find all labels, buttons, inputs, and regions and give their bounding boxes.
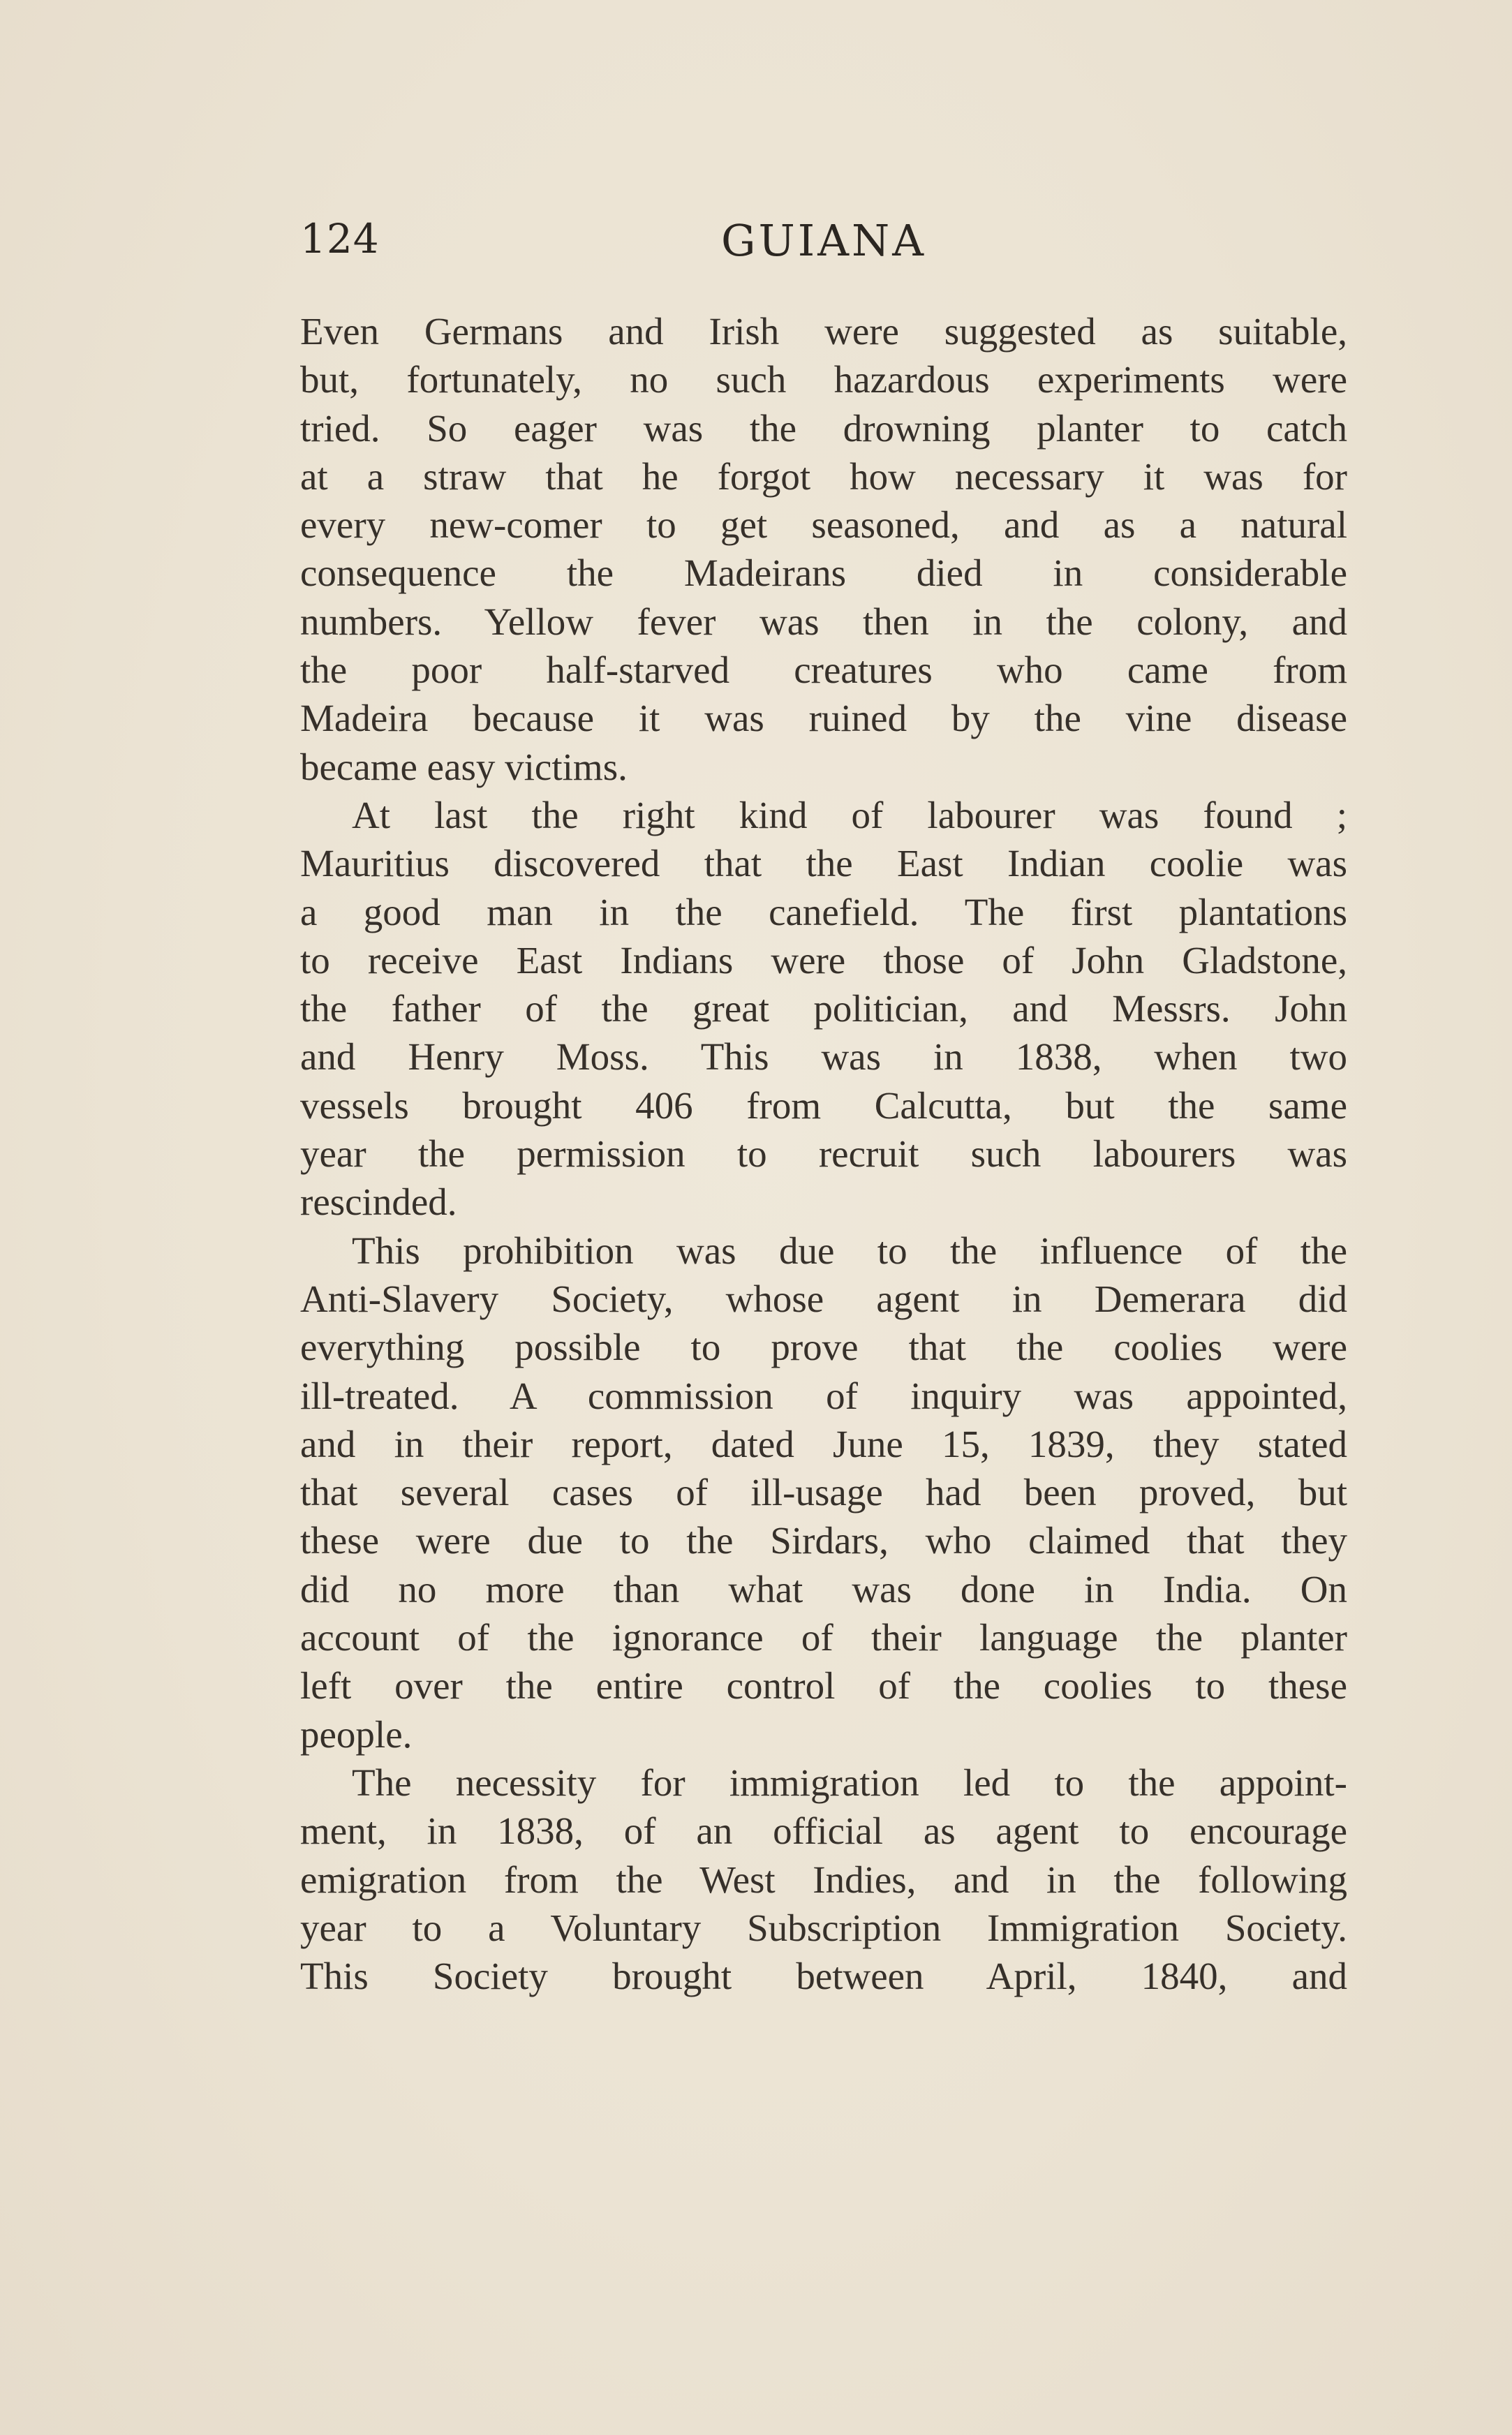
text-line: everything possible to prove that the coolies were [300, 1326, 1347, 1369]
text-line: rescinded. [300, 1181, 457, 1224]
text-line: and in their report, dated June 15, 1839, they stated [300, 1422, 1347, 1465]
text-line: year to a Voluntary Subscription Immigration Society. [300, 1906, 1347, 1949]
text-line: Mauritius discovered that the East Indian coolie was [300, 842, 1347, 885]
text-line: Anti-Slavery Society, whose agent in Demerara did [300, 1277, 1347, 1320]
text-line: year the permission to recruit such labourers was [300, 1132, 1347, 1176]
text-line: but, fortunately, no such hazardous experiments were [300, 358, 1347, 401]
text-line: people. [300, 1712, 413, 1756]
paragraph [300, 791, 1347, 1227]
running-head: GUIANA [720, 215, 927, 266]
text-line: a good man in the canefield. The first plantations [300, 890, 1347, 933]
text-line: numbers. Yellow fever was then in the colony, and [300, 600, 1347, 643]
text-line: to receive East Indians were those of John Gladstone, [300, 938, 1347, 982]
text-line: This Society brought between April, 1840, and [300, 1955, 1347, 1998]
text-line: ment, in 1838, of an official as agent to encourage [300, 1809, 1347, 1853]
page-number: 124 [300, 215, 380, 262]
text-line: This prohibition was due to the influence of the [352, 1229, 1347, 1272]
text-line: consequence the Madeirans died in considerable [300, 552, 1347, 595]
text-line: account of the ignorance of their language the planter [300, 1616, 1347, 1659]
paragraph [300, 1759, 1347, 2000]
text-line: ill-treated. A commission of inquiry was appointed, [300, 1374, 1347, 1417]
text-line: every new-comer to get seasoned, and as a natural [300, 503, 1347, 547]
page-header [300, 215, 1347, 271]
text-line: became easy victims. [300, 745, 628, 788]
text-line: at a straw that he forgot how necessary it was for [300, 454, 1347, 498]
paragraph [300, 1227, 1347, 1759]
text-line: these were due to the Sirdars, who claimed that they [300, 1519, 1347, 1562]
text-line: left over the entire control of the coolies to these [300, 1664, 1347, 1708]
text-line: emigration from the West Indies, and in the following [300, 1858, 1347, 1901]
text-line: the poor half-starved creatures who came from [300, 649, 1347, 692]
text-line: that several cases of ill-usage had been proved, but [300, 1471, 1347, 1514]
body-text [300, 307, 1347, 2000]
text-line: vessels brought 406 from Calcutta, but the same [300, 1083, 1347, 1127]
text-line: The necessity for immigration led to the appoint- [352, 1761, 1347, 1804]
text-line: the father of the great politician, and Messrs. John [300, 987, 1347, 1030]
text-line: Madeira because it was ruined by the vine disease [300, 697, 1347, 740]
text-line: did no more than what was done in India. On [300, 1567, 1347, 1611]
text-line: and Henry Moss. This was in 1838, when two [300, 1035, 1347, 1079]
text-line: tried. So eager was the drowning planter to catch [300, 406, 1347, 450]
text-line: At last the right kind of labourer was found ; [352, 793, 1347, 836]
text-line: Even Germans and Irish were suggested as suitable, [300, 310, 1347, 353]
paragraph [300, 307, 1347, 791]
